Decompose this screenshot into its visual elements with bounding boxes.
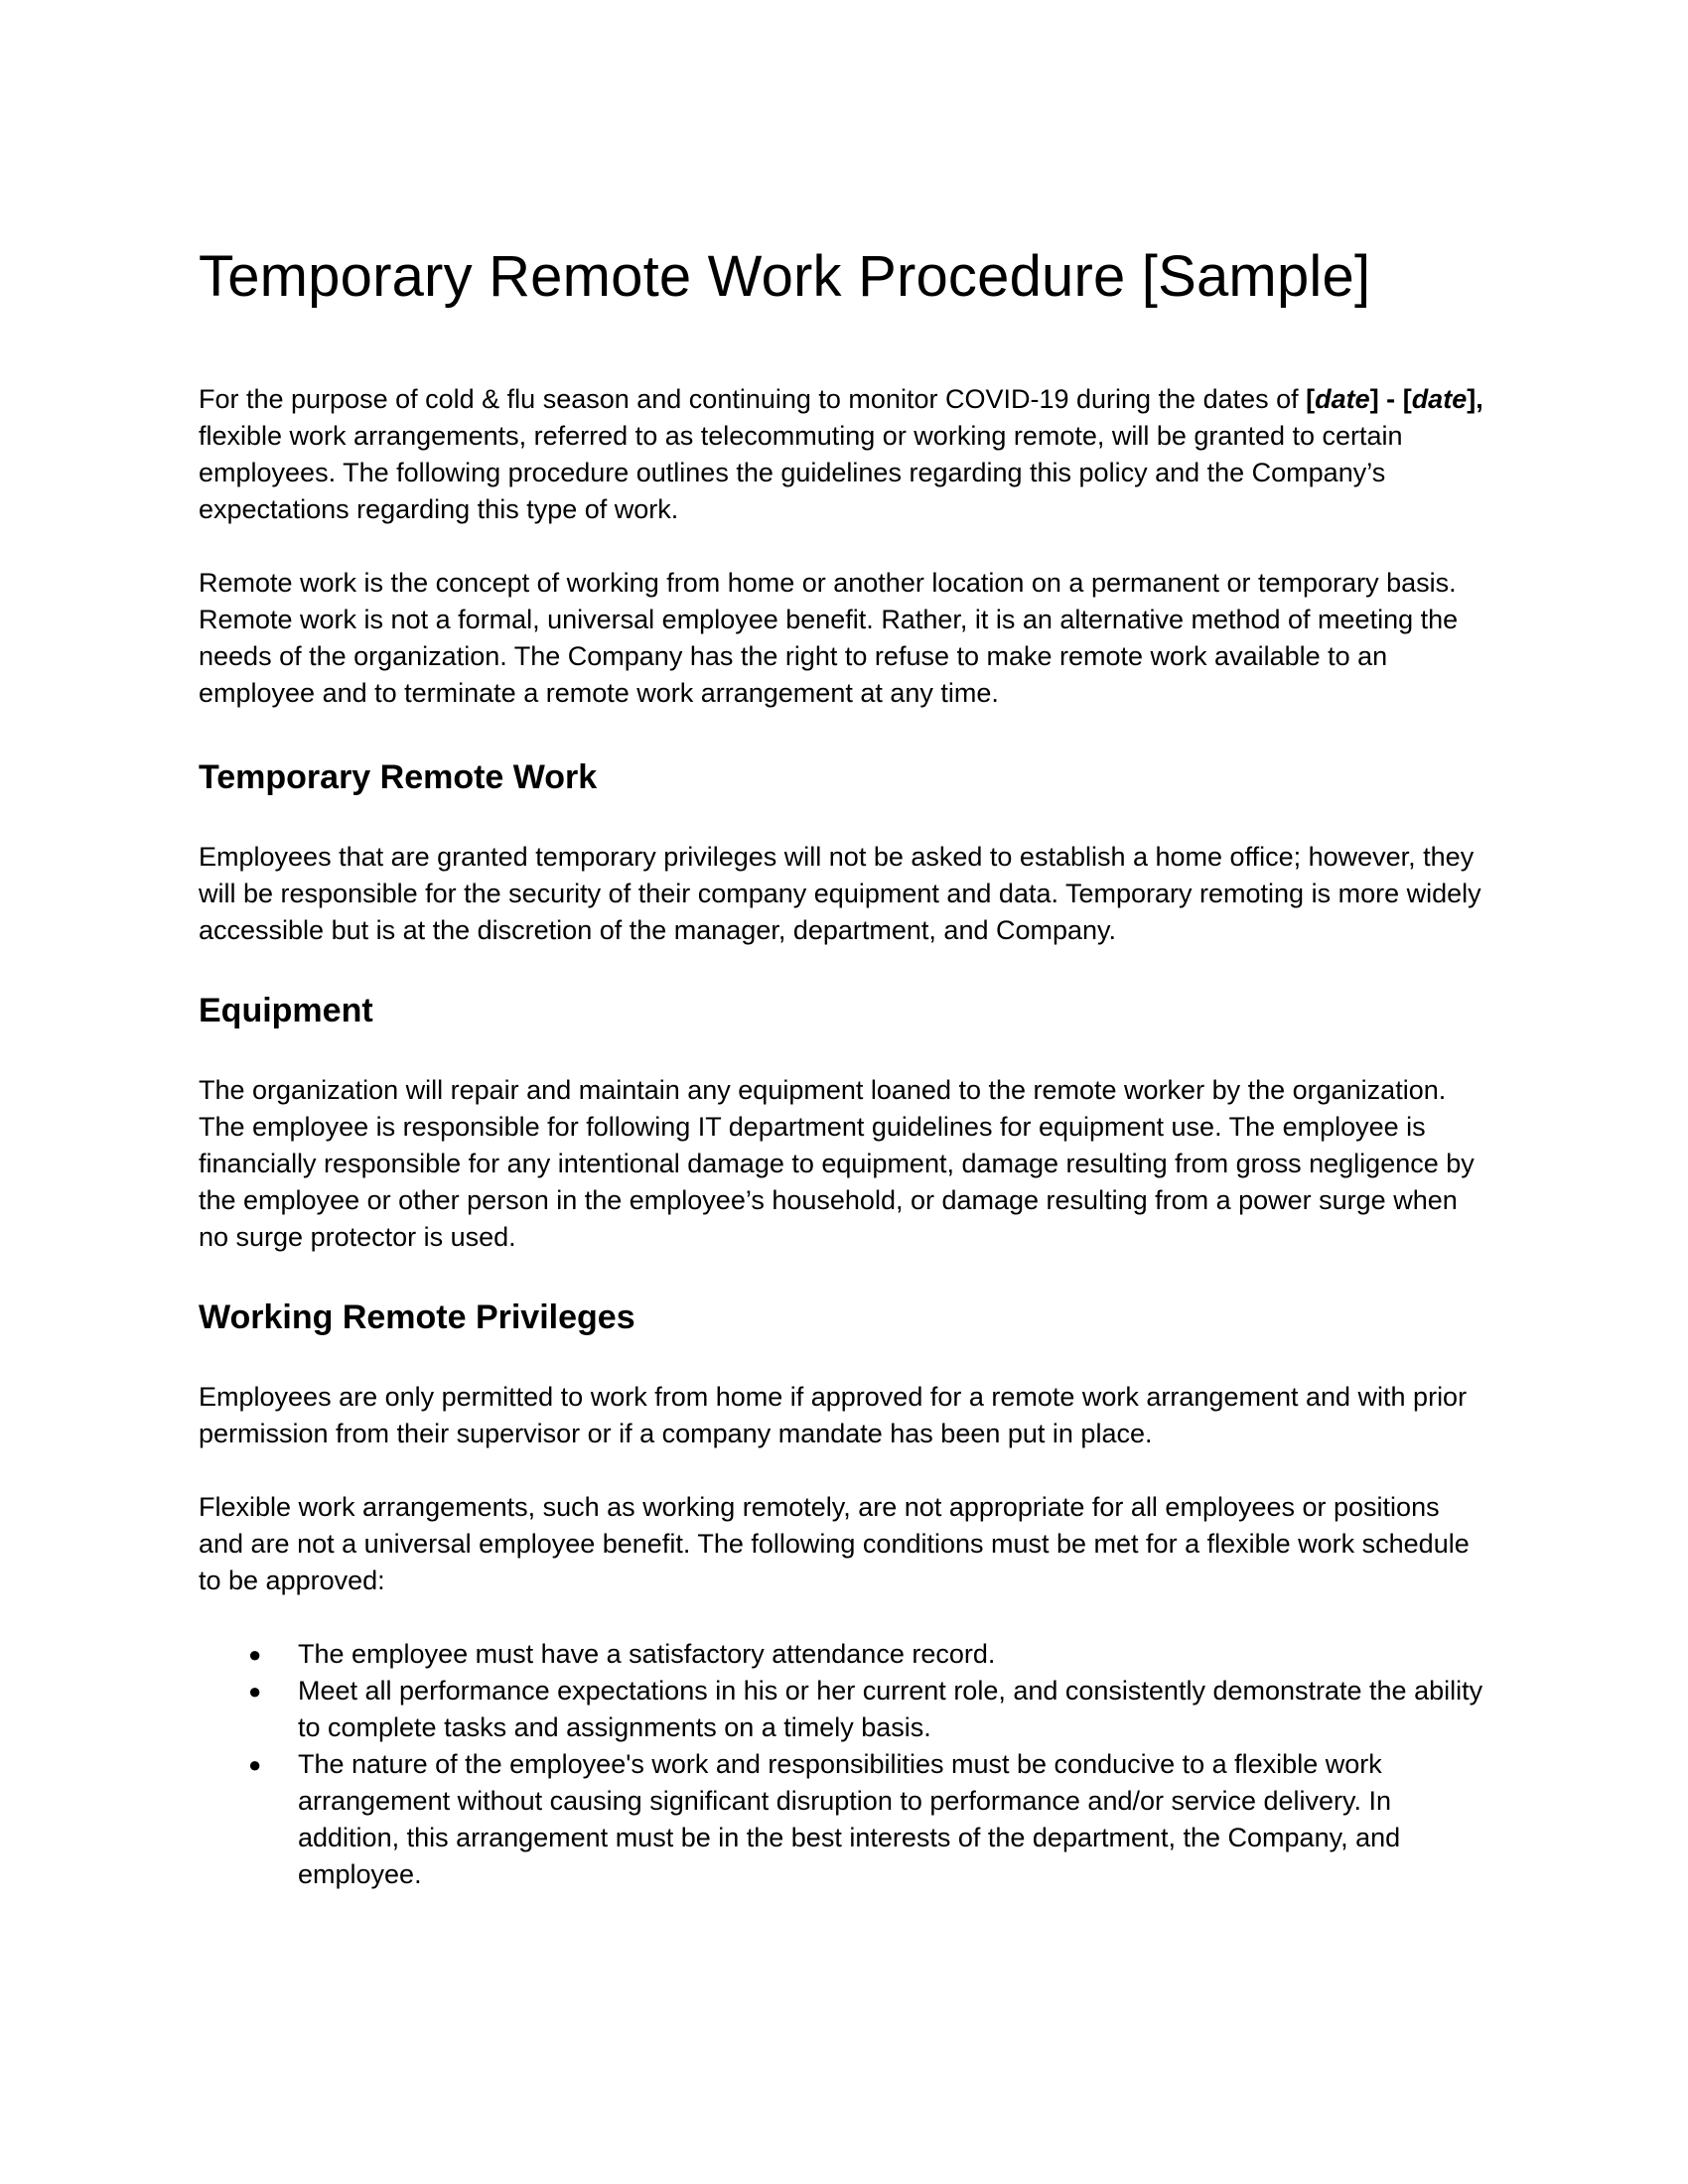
- section-heading-equipment: Equipment: [199, 992, 373, 1029]
- section-paragraph: Employees are only permitted to work from home if approved for a remote work arrangement and with prior permission from their supervisor or if a company mandate has been put in place.: [199, 1382, 1468, 1448]
- date-bracket-open: [: [1306, 384, 1316, 414]
- list-item-text: The nature of the employee's work and responsibilities must be conducive to a flexible work arrangement without causing significant disruption to performance and/or service delivery. In addition, this arrangement must be in the best interests of the department, the Company, and employee.: [298, 1749, 1401, 1889]
- section-heading-temporary-remote-work: Temporary Remote Work: [199, 758, 598, 796]
- bullet-icon: ●: [248, 1642, 262, 1667]
- section-paragraph: The organization will repair and maintain any equipment loaned to the remote worker by the organization. The employee is responsible for following IT department guidelines for equipment use. The employee is financially responsible for any intentional damage to equipment, damage resulting from gross negligence by the employee or other person in the employee’s household, or damage resulting from a power surge when no surge protector is used.: [199, 1075, 1475, 1252]
- date-bracket-open: [: [1402, 384, 1412, 414]
- date-placeholder-start: date: [1315, 384, 1370, 414]
- intro-text-end: flexible work arrangements, referred to as telecommuting or working remote, will be granted to certain employees. The following procedure outlines the guidelines regarding this policy and the Company’s expectations regarding this type of work.: [199, 421, 1403, 524]
- section-paragraph: Flexible work arrangements, such as working remotely, are not appropriate for all employees or positions and are not a universal employee benefit. The following conditions must be met for a flexible work schedule to be approved:: [199, 1492, 1470, 1595]
- date-bracket-close: ],: [1467, 384, 1483, 414]
- intro-paragraph: [199, 381, 1489, 528]
- list-item: [248, 1746, 1489, 1893]
- section-heading-working-remote-privileges: Working Remote Privileges: [199, 1298, 635, 1336]
- bullet-icon: ●: [248, 1752, 262, 1777]
- list-item: [248, 1636, 1489, 1673]
- document-body: [199, 242, 1489, 1893]
- conditions-list: [199, 1636, 1489, 1893]
- list-item-text: Meet all performance expectations in his or her current role, and consistently demonstrate the ability to complete tasks and assignments on a timely basis.: [298, 1676, 1483, 1742]
- intro-text-start: For the purpose of cold & flu season and continuing to monitor COVID-19 during the dates of: [199, 384, 1307, 414]
- document-title: Temporary Remote Work Procedure [Sample]: [199, 244, 1371, 309]
- date-placeholder-end: date: [1411, 384, 1468, 414]
- date-bracket-close: ] -: [1369, 384, 1403, 414]
- remote-work-definition-paragraph: Remote work is the concept of working from home or another location on a permanent or temporary basis. Remote work is not a formal, universal employee benefit. Rather, it is an alternative method of meeting the needs of the organization. The Company has the right to refuse to make remote work available to an employee and to terminate a remote work arrangement at any time.: [199, 568, 1459, 708]
- list-item: [248, 1673, 1489, 1746]
- section-paragraph: Employees that are granted temporary privileges will not be asked to establish a home office; however, they will be responsible for the security of their company equipment and data. Temporary remoting is more widely accessible but is at the discretion of the manager, department, and Company.: [199, 842, 1481, 945]
- bullet-icon: ●: [248, 1679, 262, 1704]
- list-item-text: The employee must have a satisfactory attendance record.: [298, 1639, 996, 1669]
